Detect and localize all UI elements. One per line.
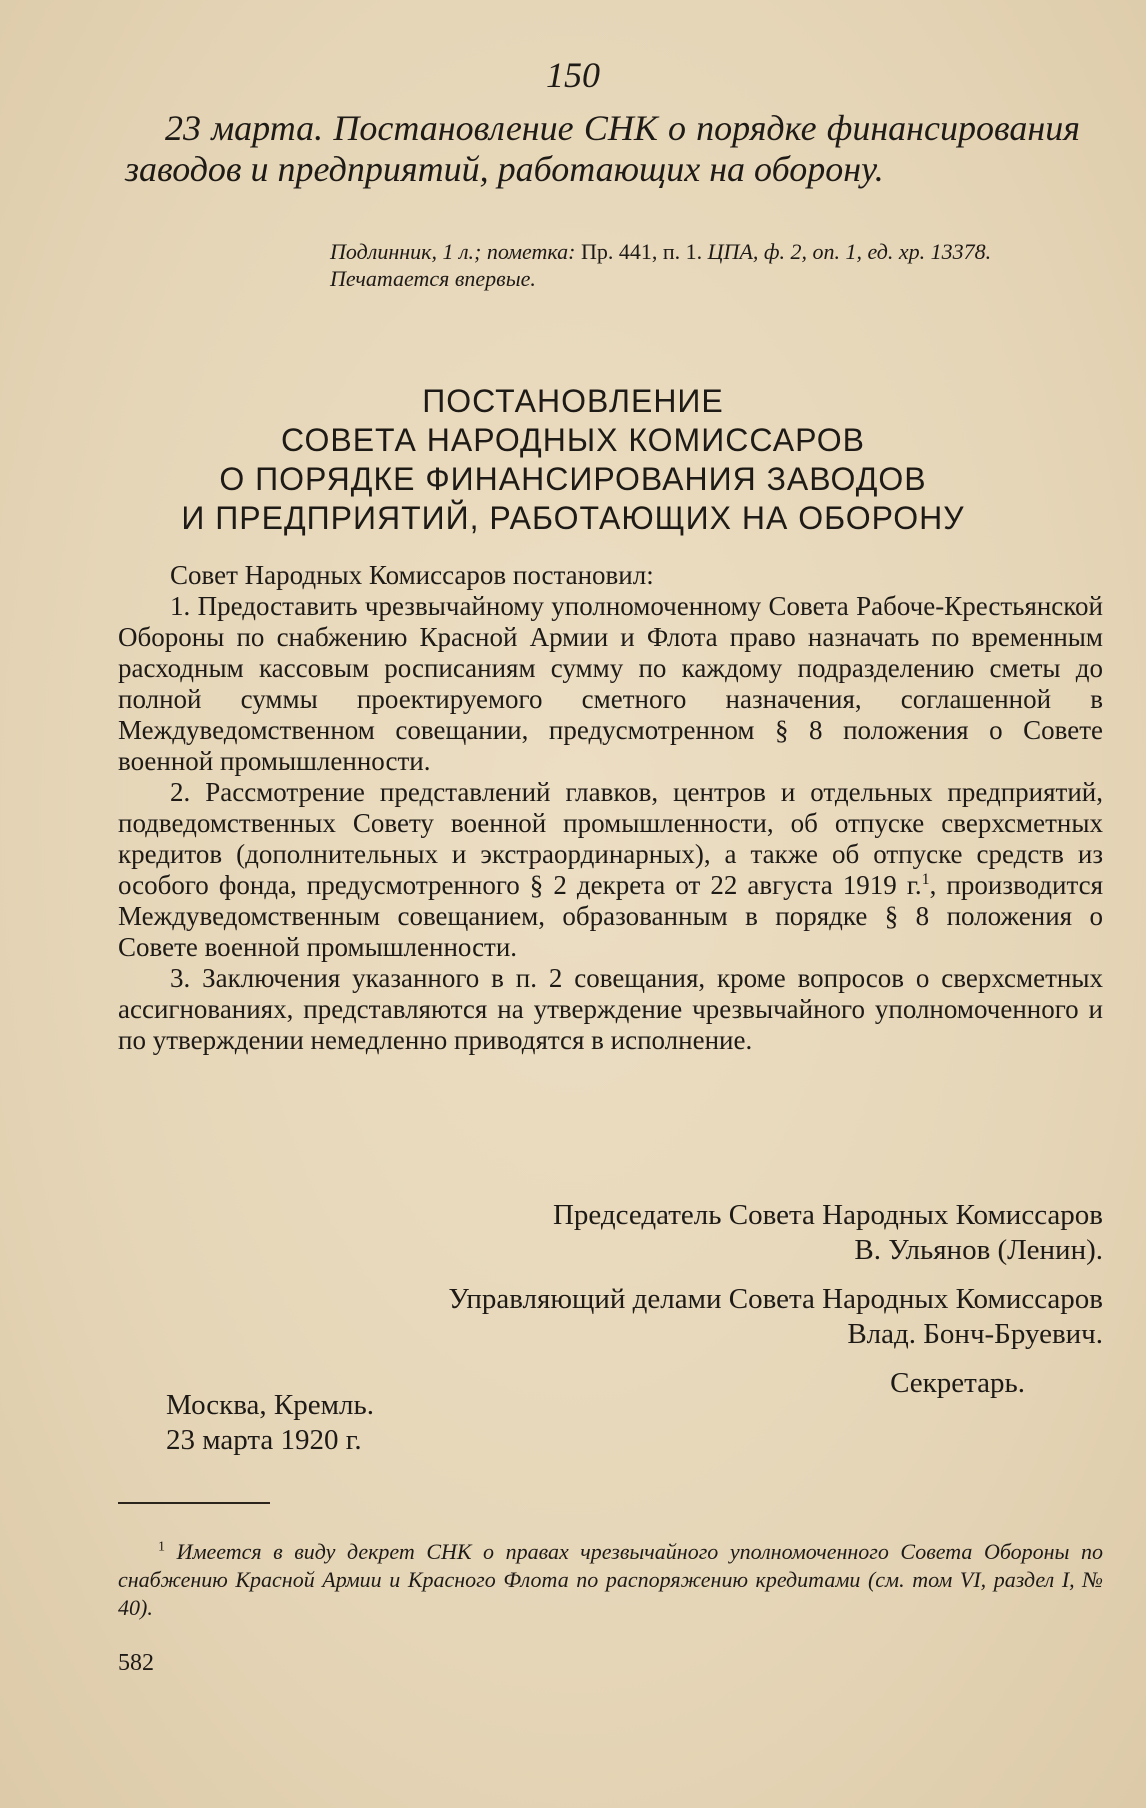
chair-name: В. Ульянов (Ленин). [854,1234,1103,1266]
chair-title: Председатель Совета Народных Комиссаров [552,1199,1103,1231]
item-2 [118,777,1103,963]
footnote-paragraph [118,1538,1103,1622]
source-original: Подлинник, 1 л.; пометка: [330,239,576,264]
secretary: Секретарь. [890,1367,1025,1399]
signatures [118,1198,1103,1401]
footnote-mark: 1 [158,1539,165,1555]
page-number: 582 [118,1650,154,1676]
date: 23 марта 1920 г. [166,1424,362,1456]
manager-name: Влад. Бонч-Бруевич. [847,1318,1103,1350]
source-archive: ЦПА, ф. 2, оп. 1, ед. хр. 13378. [707,239,992,264]
source-printed-note: Печатается впервые. [330,266,536,291]
title-line-3: О ПОРЯДКЕ ФИНАНСИРОВАНИЯ ЗАВОДОВ [219,461,927,497]
document-number: 150 [546,55,600,95]
title-line-1: ПОСТАНОВЛЕНИЕ [422,383,724,419]
item-3: 3. Заключения указанного в п. 2 совещания, кроме вопросов о сверхсметных ассигнованиях, представляются на утверждение чрезвычайного уполномоченного и по утверждении немедленно приводятся в исполнение. [118,963,1103,1055]
title-line-4: И ПРЕДПРИЯТИЙ, РАБОТАЮЩИХ НА ОБОРОНУ [181,500,965,536]
place-date [166,1388,374,1458]
place: Москва, Кремль. [166,1389,374,1421]
item-2-text-b: , производится Междуведомственным совещанием, образованным в порядке § 8 положения о Совете военной промышленности. [118,870,1103,962]
source-mark: Пр. 441, п. 1. [575,239,708,264]
footnote-reference[interactable]: 1 [921,871,930,888]
resolution-title [0,382,1146,538]
footnote [118,1538,1103,1622]
resolution-body [118,560,1103,1056]
entry-heading: 23 марта. Постановление СНК о порядке финансирования заводов и предприятий, работающих на оборону. [125,108,1080,189]
manager-title: Управляющий делами Совета Народных Комиссаров [448,1283,1103,1315]
title-line-2: СОВЕТА НАРОДНЫХ КОМИССАРОВ [281,422,865,458]
source-note [280,238,1075,292]
source-line [280,238,1075,265]
intro-paragraph: Совет Народных Комиссаров постановил: [170,560,654,590]
item-1: 1. Предоставить чрезвычайному уполномоченному Совета Рабоче-Крестьянской Обороны по снабжению Красной Армии и Флота право назначать по временным расходным кассовым росписаниям сумму по каждому подразделению сметы до полной суммы проектируемого сметного назначения, соглашенной в Междуведомственном совещании, предусмотренном § 8 положения о Совете военной промышленности. [118,591,1103,776]
item-2-text-a: 2. Рассмотрение представлений главков, центров и отдельных предприятий, подведомственных Совету военной промышленности, об отпуске сверхсметных кредитов (дополнительных и экстраординарных), а также об отпуске средств из особого фонда, предусмотренного § 2 декрета от 22 августа 1919 г. [118,777,1103,900]
footnote-divider [118,1502,270,1504]
footnote-text: Имеется в виду декрет СНК о правах чрезвычайного уполномоченного Совета Обороны по снабжению Красной Армии и Красного Флота по распоряжению кредитами (см. том VI, раздел I, № 40). [118,1539,1104,1620]
